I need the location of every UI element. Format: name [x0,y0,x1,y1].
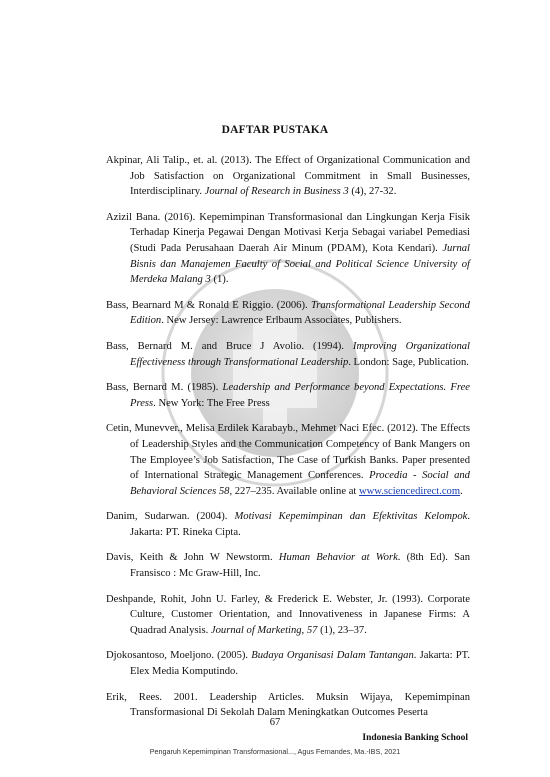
page-number: 67 [269,717,281,728]
reference-item: Erik, Rees. 2001. Leadership Articles. Muksin Wijaya, Kepemimpinan Transformasional Di Sekolah Dalam Meningkatkan Outcomes Peserta [106,691,470,719]
reference-item: Akpinar, Ali Talip., et. al. (2013). The Effect of Organizational Communication and Job Satisfaction on Organizational Commitment in Small Businesses, Interdisciplinary. Journal of Research in Business 3 (4), 27-32. [106,155,470,198]
reference-item: Bass, Bernard M. (1985). Leadership and Performance beyond Expectations. Free Press. New York: The Free Press [106,382,470,409]
reference-item: Azizil Bana. (2016). Kepemimpinan Transformasional dan Lingkungan Kerja Fisik Terhadap Kinerja Pegawai Dengan Motivasi Kerja Sebagai variabel Pemediasi (Studi Pada Perusahaan Daerah Air Minum (PDAM), Kota Kendari). Jurnal Bisnis dan Manajemen Faculty of Social and Political Science University of Merdeka Malang 3 (1). [106,211,470,286]
page-title: DAFTAR PUSTAKA [221,124,329,136]
reference-item: Bass, Bearnard M & Ronald E Riggio. (2006). Transformational Leadership Second Edition. New Jersey: Lawrence Erlbaum Associates, Publishers. [106,299,470,327]
reference-item: Davis, Keith & John W Newstorm. Human Behavior at Work. (8th Ed). San Fransisco : Mc Graw-Hill, Inc. [106,552,470,580]
reference-list [106,153,470,731]
reference-item: Djokosantoso, Moeljono. (2005). Budaya Organisasi Dalam Tantangan. Jakarta: PT. Elex Media Komputindo. [106,650,470,678]
page-footer: Pengaruh Kepemimpinan Transformasional..., Agus Fernandes, Ma.-IBS, 2021 [149,747,401,756]
reference-item: Deshpande, Rohit, John U. Farley, & Frederick E. Webster, Jr. (1993). Corporate Culture, Customer Orientation, and Innovativeness in Japanese Firms: A Quadrad Analysis. Journal of Marketing, 57 (1), 23–37. [106,593,470,636]
reference-item: Bass, Bernard M. and Bruce J Avolio. (1994). Improving Organizational Effectiveness through Transformational Leadership. London: Sage, Publication. [106,340,470,368]
school-name: Indonesia Banking School [362,733,468,743]
reference-item: Cetin, Munevver., Melisa Erdilek Karabayb., Mehmet Naci Efec. (2012). The Effects of Leadership Styles and the Communication Competency of Bank Mangers on The Employee’s Job Satisfaction, The Case of Turkish Banks. Paper presented of International Strategic Management Conferences. Procedia - Social and Behavioral Sciences 58, 227–235. Available online at www.sciencedirect.com. [106,423,470,497]
sciencedirect-link[interactable]: www.sciencedirect.com [359,485,461,497]
reference-item: Danim, Sudarwan. (2004). Motivasi Kepemimpinan dan Efektivitas Kelompok. Jakarta: PT. Rineka Cipta. [106,511,470,538]
